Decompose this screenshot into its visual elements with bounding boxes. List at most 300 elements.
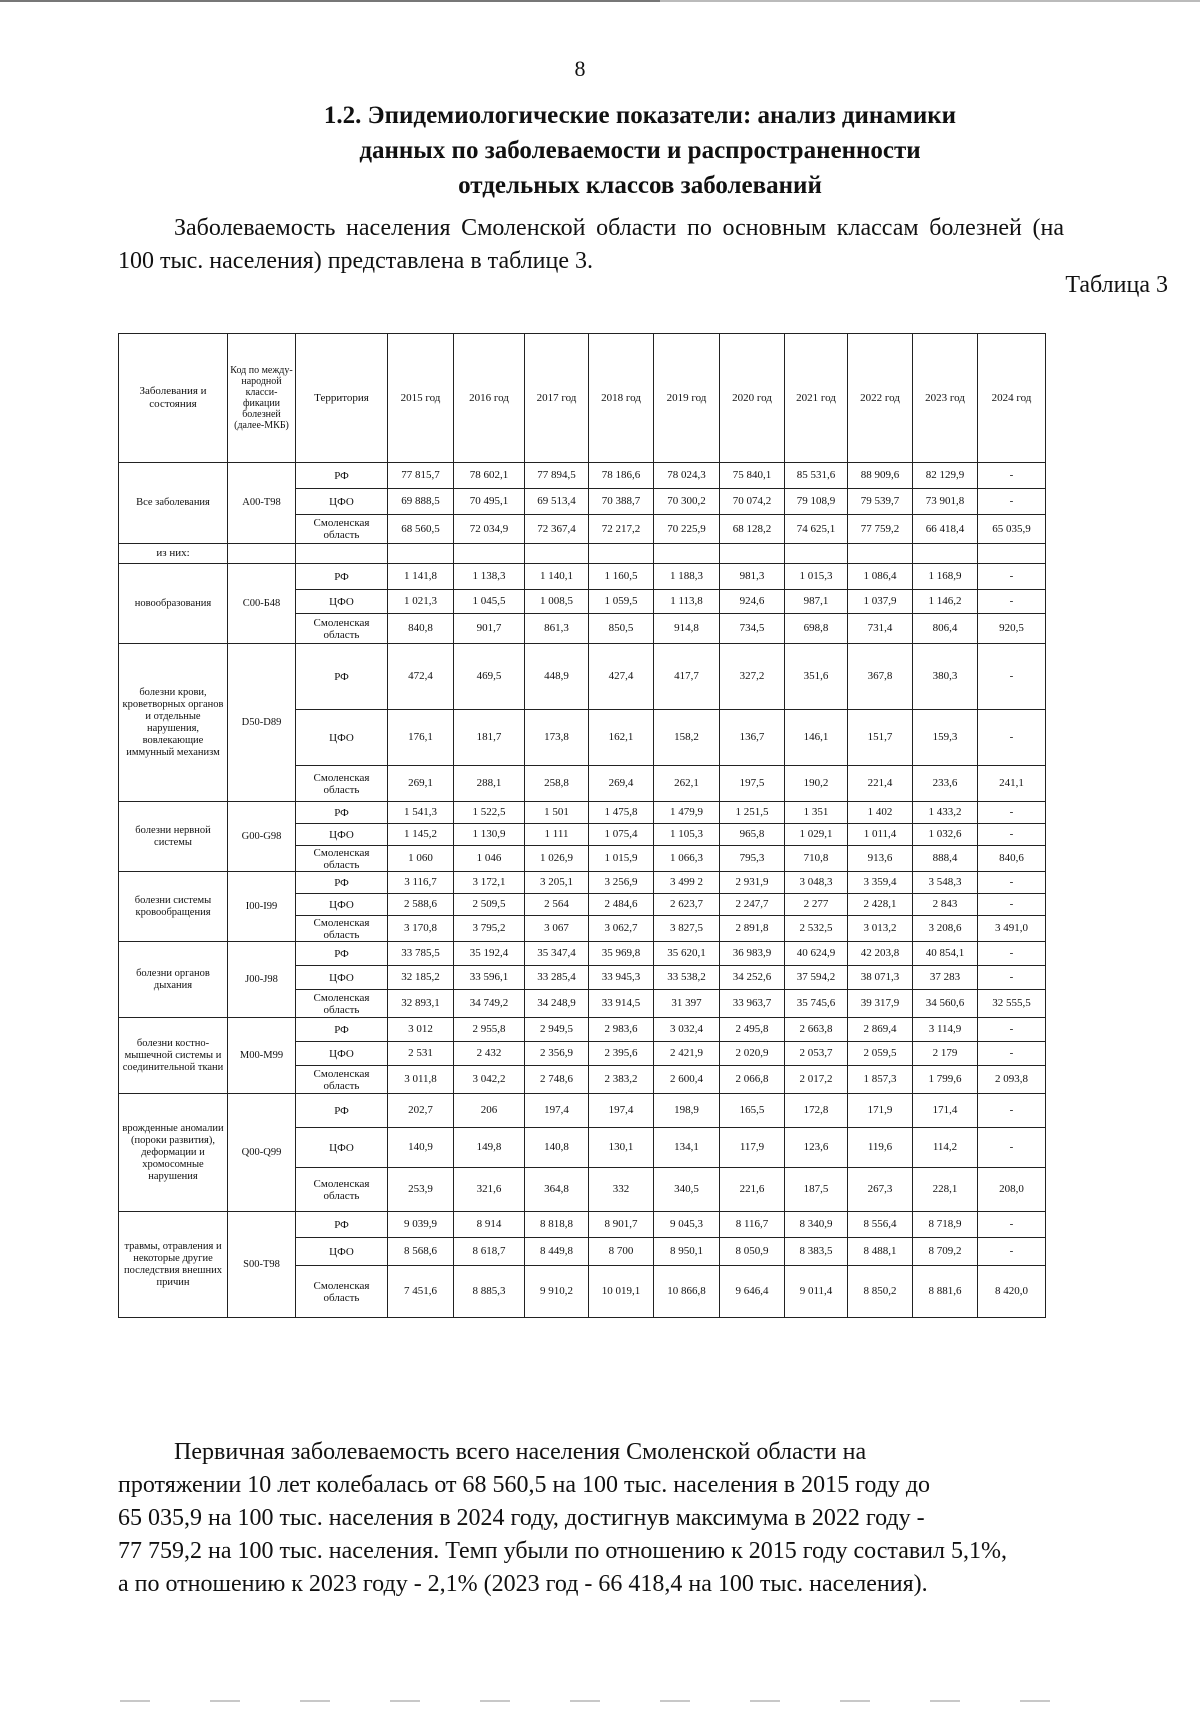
value-cell: 3 042,2 (454, 1066, 525, 1094)
value-cell: 1 059,5 (589, 590, 654, 614)
value-cell: 2 093,8 (978, 1066, 1046, 1094)
header-year: 2020 год (720, 334, 785, 463)
disease-name-cell: травмы, отравления и некоторые другие последствия внешних причин (119, 1212, 228, 1318)
value-cell: 35 620,1 (654, 942, 720, 966)
value-cell: 3 548,3 (913, 872, 978, 894)
value-cell: 2 432 (454, 1042, 525, 1066)
value-cell: 269,4 (589, 766, 654, 802)
value-cell: 1 046 (454, 846, 525, 872)
value-cell: 981,3 (720, 564, 785, 590)
value-cell: 3 114,9 (913, 1018, 978, 1042)
value-cell: 3 205,1 (525, 872, 589, 894)
value-cell: 72 217,2 (589, 515, 654, 544)
value-cell: 2 532,5 (785, 916, 848, 942)
territory-cell: РФ (296, 564, 388, 590)
header-year: 2019 год (654, 334, 720, 463)
value-cell: 73 901,8 (913, 489, 978, 515)
value-cell: 3 062,7 (589, 916, 654, 942)
value-cell: 1 857,3 (848, 1066, 913, 1094)
value-cell: 8 383,5 (785, 1238, 848, 1266)
empty-cell (654, 544, 720, 564)
value-cell: 40 854,1 (913, 942, 978, 966)
value-cell: 1 075,4 (589, 824, 654, 846)
empty-cell (978, 544, 1046, 564)
value-cell: 9 646,4 (720, 1266, 785, 1318)
value-cell: 710,8 (785, 846, 848, 872)
empty-cell (589, 544, 654, 564)
value-cell: 2 066,8 (720, 1066, 785, 1094)
empty-cell (454, 544, 525, 564)
empty-cell (785, 544, 848, 564)
value-cell: 158,2 (654, 710, 720, 766)
disease-name-cell: болезни органов дыхания (119, 942, 228, 1018)
value-cell: 1 015,9 (589, 846, 654, 872)
subheader-cell: из них: (119, 544, 228, 564)
value-cell: - (978, 802, 1046, 824)
value-cell: 34 252,6 (720, 966, 785, 990)
value-cell: 850,5 (589, 614, 654, 644)
value-cell: 197,4 (589, 1094, 654, 1128)
value-cell: 9 045,3 (654, 1212, 720, 1238)
value-cell: 32 555,5 (978, 990, 1046, 1018)
summary-line: 65 035,9 на 100 тыс. населения в 2024 году, достигнув максимума в 2022 году - (118, 1505, 925, 1531)
value-cell: 2 869,4 (848, 1018, 913, 1042)
value-cell: 9 039,9 (388, 1212, 454, 1238)
value-cell: 7 451,6 (388, 1266, 454, 1318)
table-header-row (119, 334, 1046, 463)
value-cell: 34 560,6 (913, 990, 978, 1018)
value-cell: 1 479,9 (654, 802, 720, 824)
value-cell: 37 283 (913, 966, 978, 990)
value-cell: 731,4 (848, 614, 913, 644)
table-row (119, 644, 1046, 710)
value-cell: 165,5 (720, 1094, 785, 1128)
header-year: 2015 год (388, 334, 454, 463)
icd-code-cell: M00-M99 (228, 1018, 296, 1094)
value-cell: 840,6 (978, 846, 1046, 872)
value-cell: 1 146,2 (913, 590, 978, 614)
value-cell: 1 799,6 (913, 1066, 978, 1094)
territory-cell: РФ (296, 802, 388, 824)
value-cell: 2 247,7 (720, 894, 785, 916)
value-cell: - (978, 1212, 1046, 1238)
value-cell: 2 564 (525, 894, 589, 916)
territory-cell: Смоленская область (296, 916, 388, 942)
icd-code-cell: G00-G98 (228, 802, 296, 872)
territory-cell: РФ (296, 872, 388, 894)
value-cell: 140,8 (525, 1128, 589, 1168)
icd-code-cell: Q00-Q99 (228, 1094, 296, 1212)
value-cell: 66 418,4 (913, 515, 978, 544)
value-cell: 208,0 (978, 1168, 1046, 1212)
value-cell: 1 011,4 (848, 824, 913, 846)
value-cell: 8 914 (454, 1212, 525, 1238)
value-cell: 2 623,7 (654, 894, 720, 916)
value-cell: 364,8 (525, 1168, 589, 1212)
value-cell: 2 484,6 (589, 894, 654, 916)
heading-line: данных по заболеваемости и распространенности (359, 137, 921, 164)
value-cell: 151,7 (848, 710, 913, 766)
value-cell: 795,3 (720, 846, 785, 872)
value-cell: 861,3 (525, 614, 589, 644)
value-cell: 2 495,8 (720, 1018, 785, 1042)
value-cell: 32 185,2 (388, 966, 454, 990)
value-cell: 1 168,9 (913, 564, 978, 590)
value-cell: 1 060 (388, 846, 454, 872)
value-cell: 8 885,3 (454, 1266, 525, 1318)
value-cell: 35 745,6 (785, 990, 848, 1018)
value-cell: 221,4 (848, 766, 913, 802)
value-cell: - (978, 590, 1046, 614)
value-cell: 417,7 (654, 644, 720, 710)
table-row (119, 1094, 1046, 1128)
value-cell: 262,1 (654, 766, 720, 802)
value-cell: 3 208,6 (913, 916, 978, 942)
value-cell: 77 894,5 (525, 463, 589, 489)
value-cell: 2 891,8 (720, 916, 785, 942)
header-year: 2022 год (848, 334, 913, 463)
value-cell: 40 624,9 (785, 942, 848, 966)
value-cell: 1 026,9 (525, 846, 589, 872)
value-cell: 2 020,9 (720, 1042, 785, 1066)
value-cell: 987,1 (785, 590, 848, 614)
value-cell: 2 600,4 (654, 1066, 720, 1094)
value-cell: 321,6 (454, 1168, 525, 1212)
value-cell: 3 172,1 (454, 872, 525, 894)
value-cell: - (978, 894, 1046, 916)
value-cell: 8 901,7 (589, 1212, 654, 1238)
territory-cell: Смоленская область (296, 614, 388, 644)
value-cell: 1 008,5 (525, 590, 589, 614)
value-cell: - (978, 966, 1046, 990)
value-cell: 77 815,7 (388, 463, 454, 489)
value-cell: 965,8 (720, 824, 785, 846)
value-cell: 162,1 (589, 710, 654, 766)
value-cell: 920,5 (978, 614, 1046, 644)
value-cell: 32 893,1 (388, 990, 454, 1018)
table-row (119, 1018, 1046, 1042)
value-cell: 33 785,5 (388, 942, 454, 966)
summary-line: протяжении 10 лет колебалась от 68 560,5 на 100 тыс. населения в 2015 году до (118, 1472, 931, 1498)
value-cell: 123,6 (785, 1128, 848, 1168)
value-cell: 698,8 (785, 614, 848, 644)
territory-cell: Смоленская область (296, 990, 388, 1018)
empty-cell (848, 544, 913, 564)
value-cell: 134,1 (654, 1128, 720, 1168)
empty-cell (720, 544, 785, 564)
value-cell: 2 356,9 (525, 1042, 589, 1066)
value-cell: 221,6 (720, 1168, 785, 1212)
territory-cell: Смоленская область (296, 846, 388, 872)
header-year: 2017 год (525, 334, 589, 463)
value-cell: 176,1 (388, 710, 454, 766)
territory-cell: РФ (296, 942, 388, 966)
value-cell: 3 013,2 (848, 916, 913, 942)
table-body (119, 463, 1046, 1318)
value-cell: 1 029,1 (785, 824, 848, 846)
value-cell: 2 277 (785, 894, 848, 916)
territory-cell: Смоленская область (296, 766, 388, 802)
value-cell: 75 840,1 (720, 463, 785, 489)
territory-cell: ЦФО (296, 1238, 388, 1266)
value-cell: 173,8 (525, 710, 589, 766)
value-cell: 2 955,8 (454, 1018, 525, 1042)
value-cell: 38 071,3 (848, 966, 913, 990)
value-cell: 901,7 (454, 614, 525, 644)
value-cell: 2 983,6 (589, 1018, 654, 1042)
territory-cell: РФ (296, 1212, 388, 1238)
page-number: 8 (574, 56, 586, 81)
value-cell: 8 850,2 (848, 1266, 913, 1318)
value-cell: 2 843 (913, 894, 978, 916)
heading-line: отдельных классов заболеваний (458, 172, 822, 199)
header-code: Код по между-народной класси-фикации болезней (далее-МКБ) (228, 334, 296, 463)
value-cell: 448,9 (525, 644, 589, 710)
value-cell: 78 186,6 (589, 463, 654, 489)
value-cell: - (978, 564, 1046, 590)
value-cell: - (978, 1128, 1046, 1168)
value-cell: 1 475,8 (589, 802, 654, 824)
territory-cell: ЦФО (296, 894, 388, 916)
value-cell: 74 625,1 (785, 515, 848, 544)
territory-cell: Смоленская область (296, 1066, 388, 1094)
scan-bottom-marks (120, 1700, 1080, 1702)
scan-edge-line (0, 0, 1200, 2)
heading-line: 1.2. Эпидемиологические показатели: анализ динамики (323, 102, 957, 129)
value-cell: 35 192,4 (454, 942, 525, 966)
value-cell: - (978, 1238, 1046, 1266)
value-cell: 8 050,9 (720, 1238, 785, 1266)
territory-cell: РФ (296, 463, 388, 489)
value-cell: 119,6 (848, 1128, 913, 1168)
value-cell: 269,1 (388, 766, 454, 802)
value-cell: 1 501 (525, 802, 589, 824)
value-cell: 1 351 (785, 802, 848, 824)
value-cell: 8 618,7 (454, 1238, 525, 1266)
value-cell: 171,9 (848, 1094, 913, 1128)
value-cell: 70 074,2 (720, 489, 785, 515)
value-cell: 8 700 (589, 1238, 654, 1266)
value-cell: 351,6 (785, 644, 848, 710)
value-cell: 35 347,4 (525, 942, 589, 966)
value-cell: 34 749,2 (454, 990, 525, 1018)
header-year: 2016 год (454, 334, 525, 463)
table-row (119, 802, 1046, 824)
value-cell: 31 397 (654, 990, 720, 1018)
value-cell: 198,9 (654, 1094, 720, 1128)
territory-cell: ЦФО (296, 824, 388, 846)
value-cell: 72 367,4 (525, 515, 589, 544)
territory-cell: ЦФО (296, 1128, 388, 1168)
icd-code-cell: J00-J98 (228, 942, 296, 1018)
value-cell: 1 522,5 (454, 802, 525, 824)
intro-paragraph: Заболеваемость населения Смоленской области по основным классам болезней (на 100 тыс. населения) представлена в таблице 3. (118, 215, 1064, 274)
value-cell: 1 015,3 (785, 564, 848, 590)
value-cell: 8 116,7 (720, 1212, 785, 1238)
value-cell: 149,8 (454, 1128, 525, 1168)
value-cell: 69 888,5 (388, 489, 454, 515)
summary-line: Первичная заболеваемость всего населения Смоленской области на (174, 1439, 867, 1465)
disease-name-cell: болезни нервной системы (119, 802, 228, 872)
value-cell: - (978, 1094, 1046, 1128)
value-cell: 9 011,4 (785, 1266, 848, 1318)
value-cell: 1 130,9 (454, 824, 525, 846)
value-cell: 78 024,3 (654, 463, 720, 489)
territory-cell: ЦФО (296, 590, 388, 614)
value-cell: 1 111 (525, 824, 589, 846)
value-cell: 206 (454, 1094, 525, 1128)
header-year: 2023 год (913, 334, 978, 463)
value-cell: 3 032,4 (654, 1018, 720, 1042)
disease-name-cell: болезни системы кровообращения (119, 872, 228, 942)
disease-name-cell: новообразования (119, 564, 228, 644)
value-cell: 253,9 (388, 1168, 454, 1212)
disease-name-cell: болезни крови, кроветворных органов и отдельные нарушения, вовлекающие иммунный механизм (119, 644, 228, 802)
value-cell: 2 179 (913, 1042, 978, 1066)
summary-paragraph (118, 1436, 1064, 1601)
value-cell: 258,8 (525, 766, 589, 802)
empty-cell (228, 544, 296, 564)
empty-cell (296, 544, 388, 564)
value-cell: 1 105,3 (654, 824, 720, 846)
header-disease: Заболевания и состояния (119, 334, 228, 463)
value-cell: 2 509,5 (454, 894, 525, 916)
icd-code-cell: S00-T98 (228, 1212, 296, 1318)
territory-cell: Смоленская область (296, 515, 388, 544)
value-cell: 33 945,3 (589, 966, 654, 990)
value-cell: 8 568,6 (388, 1238, 454, 1266)
value-cell: 913,6 (848, 846, 913, 872)
value-cell: 3 170,8 (388, 916, 454, 942)
value-cell: - (978, 824, 1046, 846)
value-cell: 2 059,5 (848, 1042, 913, 1066)
value-cell: 1 251,5 (720, 802, 785, 824)
value-cell: 8 420,0 (978, 1266, 1046, 1318)
value-cell: 78 602,1 (454, 463, 525, 489)
value-cell: 8 950,1 (654, 1238, 720, 1266)
value-cell: 9 910,2 (525, 1266, 589, 1318)
value-cell: 8 718,9 (913, 1212, 978, 1238)
value-cell: 114,2 (913, 1128, 978, 1168)
value-cell: 2 383,2 (589, 1066, 654, 1094)
value-cell: 2 588,6 (388, 894, 454, 916)
value-cell: - (978, 942, 1046, 966)
value-cell: 39 317,9 (848, 990, 913, 1018)
value-cell: 3 795,2 (454, 916, 525, 942)
table-row (119, 564, 1046, 590)
territory-cell: ЦФО (296, 966, 388, 990)
territory-cell: Смоленская область (296, 1266, 388, 1318)
value-cell: 33 285,4 (525, 966, 589, 990)
value-cell: - (978, 1018, 1046, 1042)
value-cell: 1 032,6 (913, 824, 978, 846)
territory-cell: ЦФО (296, 489, 388, 515)
value-cell: 2 949,5 (525, 1018, 589, 1042)
value-cell: 1 066,3 (654, 846, 720, 872)
value-cell: 1 113,8 (654, 590, 720, 614)
value-cell: 2 421,9 (654, 1042, 720, 1066)
value-cell: 3 499 2 (654, 872, 720, 894)
value-cell: 2 017,2 (785, 1066, 848, 1094)
value-cell: - (978, 463, 1046, 489)
summary-line: 77 759,2 на 100 тыс. населения. Темп убыли по отношению к 2015 году составил 5,1%, (118, 1538, 1007, 1564)
value-cell: 190,2 (785, 766, 848, 802)
value-cell: 8 818,8 (525, 1212, 589, 1238)
table-row (119, 1212, 1046, 1238)
value-cell: 82 129,9 (913, 463, 978, 489)
value-cell: 1 160,5 (589, 564, 654, 590)
value-cell: - (978, 710, 1046, 766)
value-cell: 79 539,7 (848, 489, 913, 515)
value-cell: 1 086,4 (848, 564, 913, 590)
icd-code-cell: D50-D89 (228, 644, 296, 802)
header-territory: Территория (296, 334, 388, 463)
value-cell: 8 488,1 (848, 1238, 913, 1266)
header-year: 2024 год (978, 334, 1046, 463)
value-cell: 2 931,9 (720, 872, 785, 894)
value-cell: 172,8 (785, 1094, 848, 1128)
value-cell: 2 531 (388, 1042, 454, 1066)
value-cell: 136,7 (720, 710, 785, 766)
empty-cell (525, 544, 589, 564)
value-cell: 734,5 (720, 614, 785, 644)
icd-code-cell: C00-Б48 (228, 564, 296, 644)
value-cell: - (978, 1042, 1046, 1066)
value-cell: 33 963,7 (720, 990, 785, 1018)
disease-name-cell: болезни костно-мышечной системы и соединительной ткани (119, 1018, 228, 1094)
value-cell: 10 866,8 (654, 1266, 720, 1318)
value-cell: 924,6 (720, 590, 785, 614)
value-cell: 806,4 (913, 614, 978, 644)
value-cell: 472,4 (388, 644, 454, 710)
value-cell: 33 914,5 (589, 990, 654, 1018)
section-heading (250, 98, 1030, 203)
value-cell: 146,1 (785, 710, 848, 766)
value-cell: 1 037,9 (848, 590, 913, 614)
value-cell: 171,4 (913, 1094, 978, 1128)
value-cell: 3 116,7 (388, 872, 454, 894)
value-cell: 79 108,9 (785, 489, 848, 515)
value-cell: 8 556,4 (848, 1212, 913, 1238)
value-cell: 70 495,1 (454, 489, 525, 515)
value-cell: 1 188,3 (654, 564, 720, 590)
table-row (119, 872, 1046, 894)
value-cell: 427,4 (589, 644, 654, 710)
value-cell: 140,9 (388, 1128, 454, 1168)
value-cell: 187,5 (785, 1168, 848, 1212)
value-cell: 8 709,2 (913, 1238, 978, 1266)
value-cell: 233,6 (913, 766, 978, 802)
value-cell: 340,5 (654, 1168, 720, 1212)
value-cell: 88 909,6 (848, 463, 913, 489)
value-cell: 288,1 (454, 766, 525, 802)
value-cell: 228,1 (913, 1168, 978, 1212)
value-cell: 77 759,2 (848, 515, 913, 544)
value-cell: 380,3 (913, 644, 978, 710)
value-cell: 332 (589, 1168, 654, 1212)
value-cell: 85 531,6 (785, 463, 848, 489)
value-cell: 8 449,8 (525, 1238, 589, 1266)
value-cell: 36 983,9 (720, 942, 785, 966)
value-cell: 37 594,2 (785, 966, 848, 990)
value-cell: 1 541,3 (388, 802, 454, 824)
value-cell: 68 128,2 (720, 515, 785, 544)
value-cell: 2 395,6 (589, 1042, 654, 1066)
value-cell: 840,8 (388, 614, 454, 644)
table-row (119, 463, 1046, 489)
territory-cell: ЦФО (296, 1042, 388, 1066)
value-cell: 197,4 (525, 1094, 589, 1128)
